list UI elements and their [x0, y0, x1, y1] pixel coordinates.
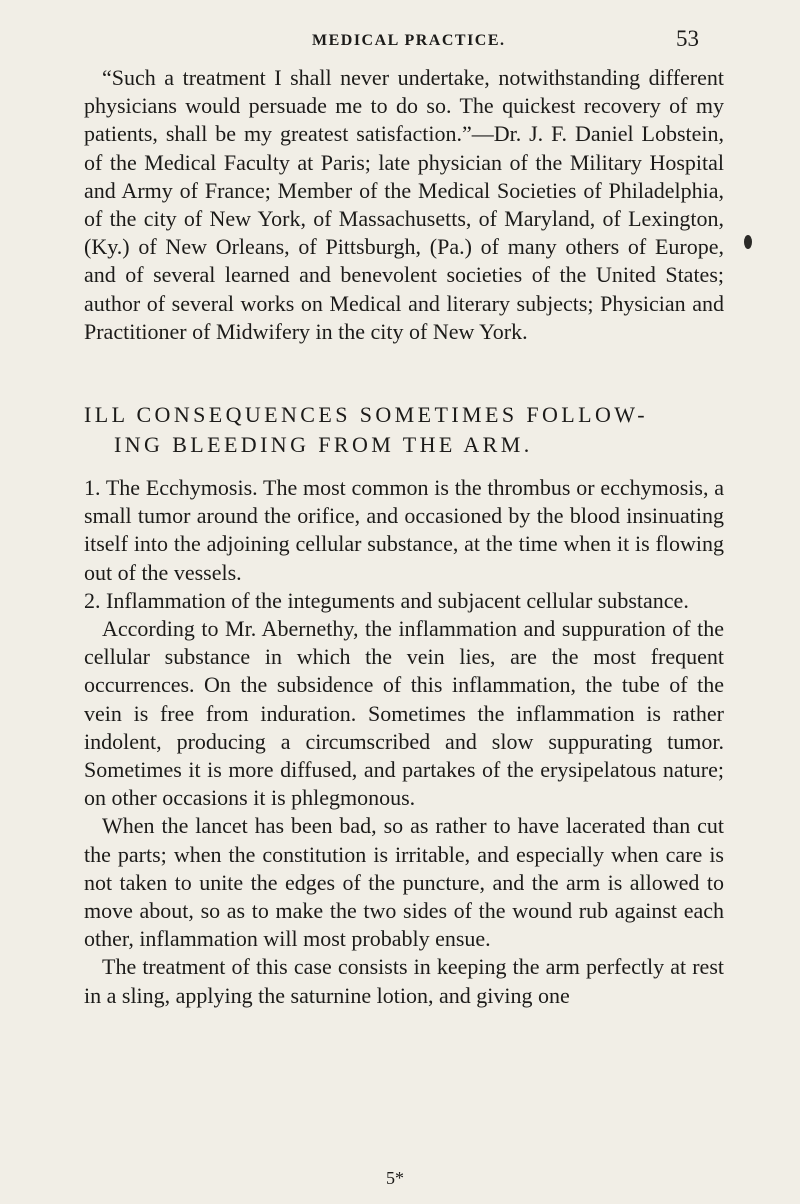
list-item-inflammation: 2. Inflammation of the integuments and subjacent cellular substance. [84, 587, 689, 613]
section-heading [84, 400, 724, 460]
ink-blot [744, 235, 752, 249]
running-head: MEDICAL PRACTICE. [312, 32, 506, 49]
signature-mark-text: 5* [386, 1168, 404, 1188]
page-number: 53 [676, 26, 699, 51]
signature-mark [0, 1168, 800, 1189]
page-header [0, 26, 800, 60]
quote-paragraph: “Such a treatment I shall never undertake, notwithstanding different physicians would persuade me to do so. The quickest recovery of my patients, shall be my greatest satisfaction.”—Dr. J. F. Daniel Lobstein, of the Medical Faculty at Paris; late physician of the Military Hospital and Army of France; Member of the Medical Societies of Philadelphia, of the city of New York, of Massachusetts, of Maryland, of Lexington, (Ky.) of New Orleans, of Pittsburgh, (Pa.) of many others of Europe, and of several learned and benevolent societies of the United States; author of several works on Medical and literary subjects; Physician and Practitioner of Midwifery in the city of New York. [84, 65, 724, 344]
treatment-paragraph: The treatment of this case consists in keeping the arm perfectly at rest in a sling, applying the saturnine lotion, and giving one [84, 954, 724, 1008]
section-heading-line-2: ING BLEEDING FROM THE ARM. [114, 432, 533, 458]
body-text [84, 64, 724, 1010]
list-item-ecchymosis: 1. The Ecchymosis. The most common is the thrombus or ecchymosis, a small tumor around the orifice, and occasioned by the blood insinuating itself into the adjoining cellular substance, at the time when it is flowing out of the vessels. [84, 475, 724, 585]
abernethy-paragraph: According to Mr. Abernethy, the inflammation and suppuration of the cellular substance in which the vein lies, are the most frequent occurrences. On the subsidence of this inflammation, the tube of the vein is free from induration. Sometimes the inflammation is rather indolent, producing a circumscribed and slow suppurating tumor. Sometimes it is more diffused, and partakes of the erysipelatous nature; on other occasions it is phlegmonous. [84, 616, 724, 811]
section-heading-line-1: ILL CONSEQUENCES SOMETIMES FOLLOW- [84, 402, 648, 428]
lancet-paragraph: When the lancet has been bad, so as rather to have lacerated than cut the parts; when the constitution is irritable, and especially when care is not taken to unite the edges of the puncture, and the arm is allowed to move about, so as to make the two sides of the wound rub against each other, inflammation will most probably ensue. [84, 813, 724, 952]
